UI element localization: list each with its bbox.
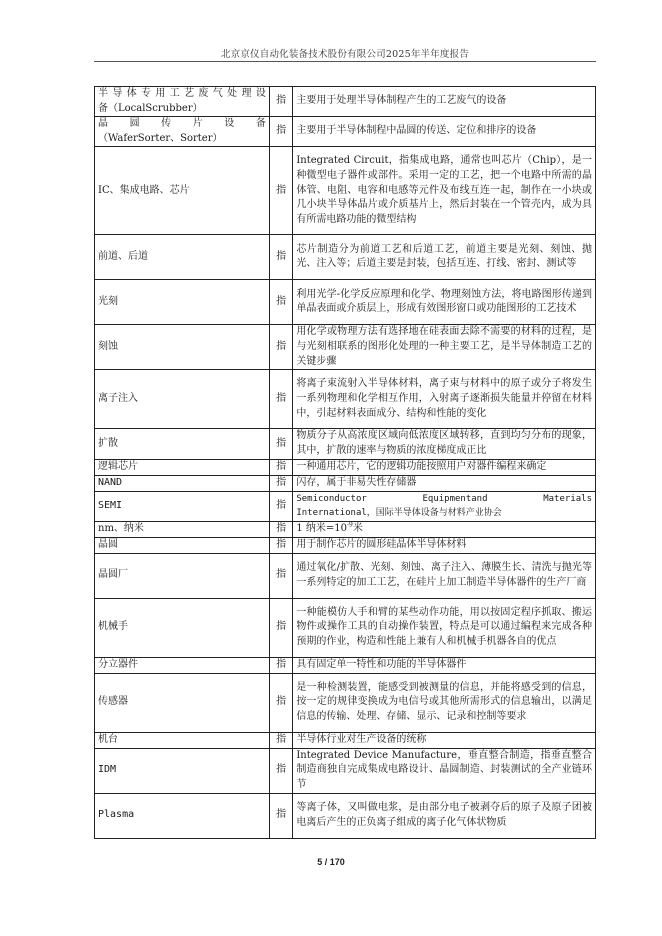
glossary-term: 逻辑芯片 [95,459,270,475]
glossary-definition: 一种能模仿人手和臂的某些动作功能，用以按固定程序抓取、搬运物件或操作工具的自动操作装置，特点是可以通过编程来完成各种预期的作业，构造和性能上兼有人和机械手机器各自的优点 [293,598,596,657]
table-row [95,748,596,793]
glossary-marker: 指 [269,475,293,491]
table-row [95,459,596,475]
glossary-term: nm、纳米 [95,521,270,537]
glossary-definition: 用于制作芯片的圆形硅晶体半导体材料 [293,537,596,553]
glossary-marker: 指 [269,521,293,537]
table-row [95,370,596,429]
glossary-marker: 指 [269,732,293,748]
glossary-marker: 指 [269,280,293,325]
table-row [95,475,596,491]
report-header-title: 北京京仪自动化装备技术股份有限公司2025年半年度报告 [220,49,470,60]
table-row [95,673,596,732]
glossary-term: 刻蚀 [95,325,270,370]
glossary-definition: 主要用于处理半导体制程产生的工艺废气的设备 [293,87,596,117]
glossary-definition: 1 纳米$=10^{-9}$米 [293,521,596,537]
glossary-marker: 指 [269,235,293,280]
glossary-definition: 具有固定单一特性和功能的半导体器件 [293,657,596,673]
glossary-term: Plasma [95,793,270,838]
table-row [95,598,596,657]
glossary-term: 前道、后道 [95,235,270,280]
glossary-definition: 是一种检测装置，能感受到被测量的信息，并能将感受到的信息，按一定的规律变换成为电信号或其他所需形式的信息输出，以满足信息的传输、处理、存储、显示、记录和控制等要求 [293,673,596,732]
table-row [95,117,596,147]
glossary-definition: 半导体行业对生产设备的统称 [293,732,596,748]
glossary-marker: 指 [269,147,293,235]
table-row [95,793,596,838]
glossary-definition: 用化学或物理方法有选择地在硅表面去除不需要的材料的过程，是与光刻相联系的图形化处理的一种主要工艺，是半导体制造工艺的关键步骤 [293,325,596,370]
glossary-marker: 指 [269,370,293,429]
glossary-term: SEMI [95,491,270,521]
glossary-table [94,86,596,839]
glossary-marker: 指 [269,537,293,553]
glossary-term: 分立器件 [95,657,270,673]
glossary-term: 光刻 [95,280,270,325]
glossary-marker: 指 [269,117,293,147]
glossary-marker: 指 [269,657,293,673]
page-number: 5 / 170 [317,857,345,867]
table-row [95,147,596,235]
glossary-term: IDM [95,748,270,793]
glossary-marker: 指 [269,429,293,459]
glossary-term: 传感器 [95,673,270,732]
table-row [95,657,596,673]
glossary-marker: 指 [269,673,293,732]
table-row [95,235,596,280]
glossary-definition: Integrated Device Manufacture，垂直整合制造，指垂直整合制造商独自完成集成电路设计、晶圆制造、封装测试的全产业链环节 [293,748,596,793]
glossary-term: 机械手 [95,598,270,657]
glossary-marker: 指 [269,325,293,370]
glossary-marker: 指 [269,491,293,521]
table-row [95,87,596,117]
glossary-definition: 利用光学-化学反应原理和化学、物理刻蚀方法，将电路图形传递到单晶表面或介质层上，形成有效图形窗口或功能图形的工艺技术 [293,280,596,325]
glossary-definition: 等离子体，又叫做电浆，是由部分电子被剥夺后的原子及原子团被电离后产生的正负离子组成的离子化气体状物质 [293,793,596,838]
glossary-term: NAND [95,475,270,491]
glossary-term: 离子注入 [95,370,270,429]
glossary-marker: 指 [269,748,293,793]
glossary-definition: 物质分子从高浓度区域向低浓度区域转移，直到均匀分布的现象，其中，扩散的速率与物质的浓度梯度成正比 [293,429,596,459]
glossary-term: IC、集成电路、芯片 [95,147,270,235]
glossary-definition: 通过氧化/扩散、光刻、刻蚀、离子注入、薄膜生长、清洗与抛光等一系列特定的加工工艺，在硅片上加工制造半导体器件的生产厂商 [293,553,596,598]
glossary-definition: Integrated Circuit，指集成电路，通常也叫芯片（Chip），是一种微型电子器件或部件。采用一定的工艺，把一个电路中所需的晶体管、电阻、电容和电感等元件及布线互连一起，制作在一小块或几小块半导体晶片或介质基片上，然后封装在一个管壳内，成为具有所需电路功能的微型结构 [293,147,596,235]
glossary-term: 扩散 [95,429,270,459]
table-row [95,491,596,521]
glossary-term: 晶圆 [95,537,270,553]
glossary-term: 机台 [95,732,270,748]
glossary-term: 半导体专用工艺废气处理设 备（LocalScrubber） [95,87,270,117]
table-row [95,553,596,598]
glossary-definition: 一种通用芯片，它的逻辑功能按照用户对器件编程来确定 [293,459,596,475]
glossary-term: 晶 圆 传 片 设 备 （WaferSorter、Sorter） [95,117,270,147]
glossary-definition: 芯片制造分为前道工艺和后道工艺，前道主要是光刻、刻蚀、抛光、注入等；后道主要是封装，包括互连、打线、密封、测试等 [293,235,596,280]
glossary-marker: 指 [269,87,293,117]
glossary-term: 晶圆厂 [95,553,270,598]
table-row [95,732,596,748]
glossary-marker: 指 [269,793,293,838]
table-row [95,429,596,459]
glossary-definition: 主要用于半导体制程中晶圆的传送、定位和排序的设备 [293,117,596,147]
header-divider [94,61,596,62]
glossary-marker: 指 [269,553,293,598]
glossary-definition: Semiconductor Equipmentand Materials International，国际半导体设备与材料产业协会 [293,491,596,521]
glossary-definition: 闪存，属于非易失性存储器 [293,475,596,491]
table-row [95,537,596,553]
glossary-marker: 指 [269,459,293,475]
glossary-definition: 将离子束流射入半导体材料，离子束与材料中的原子或分子将发生一系列物理和化学相互作用，入射离子逐渐损失能量并停留在材料中，引起材料表面成分、结构和性能的变化 [293,370,596,429]
glossary-marker: 指 [269,598,293,657]
table-row [95,280,596,325]
table-row [95,325,596,370]
table-row [95,521,596,537]
